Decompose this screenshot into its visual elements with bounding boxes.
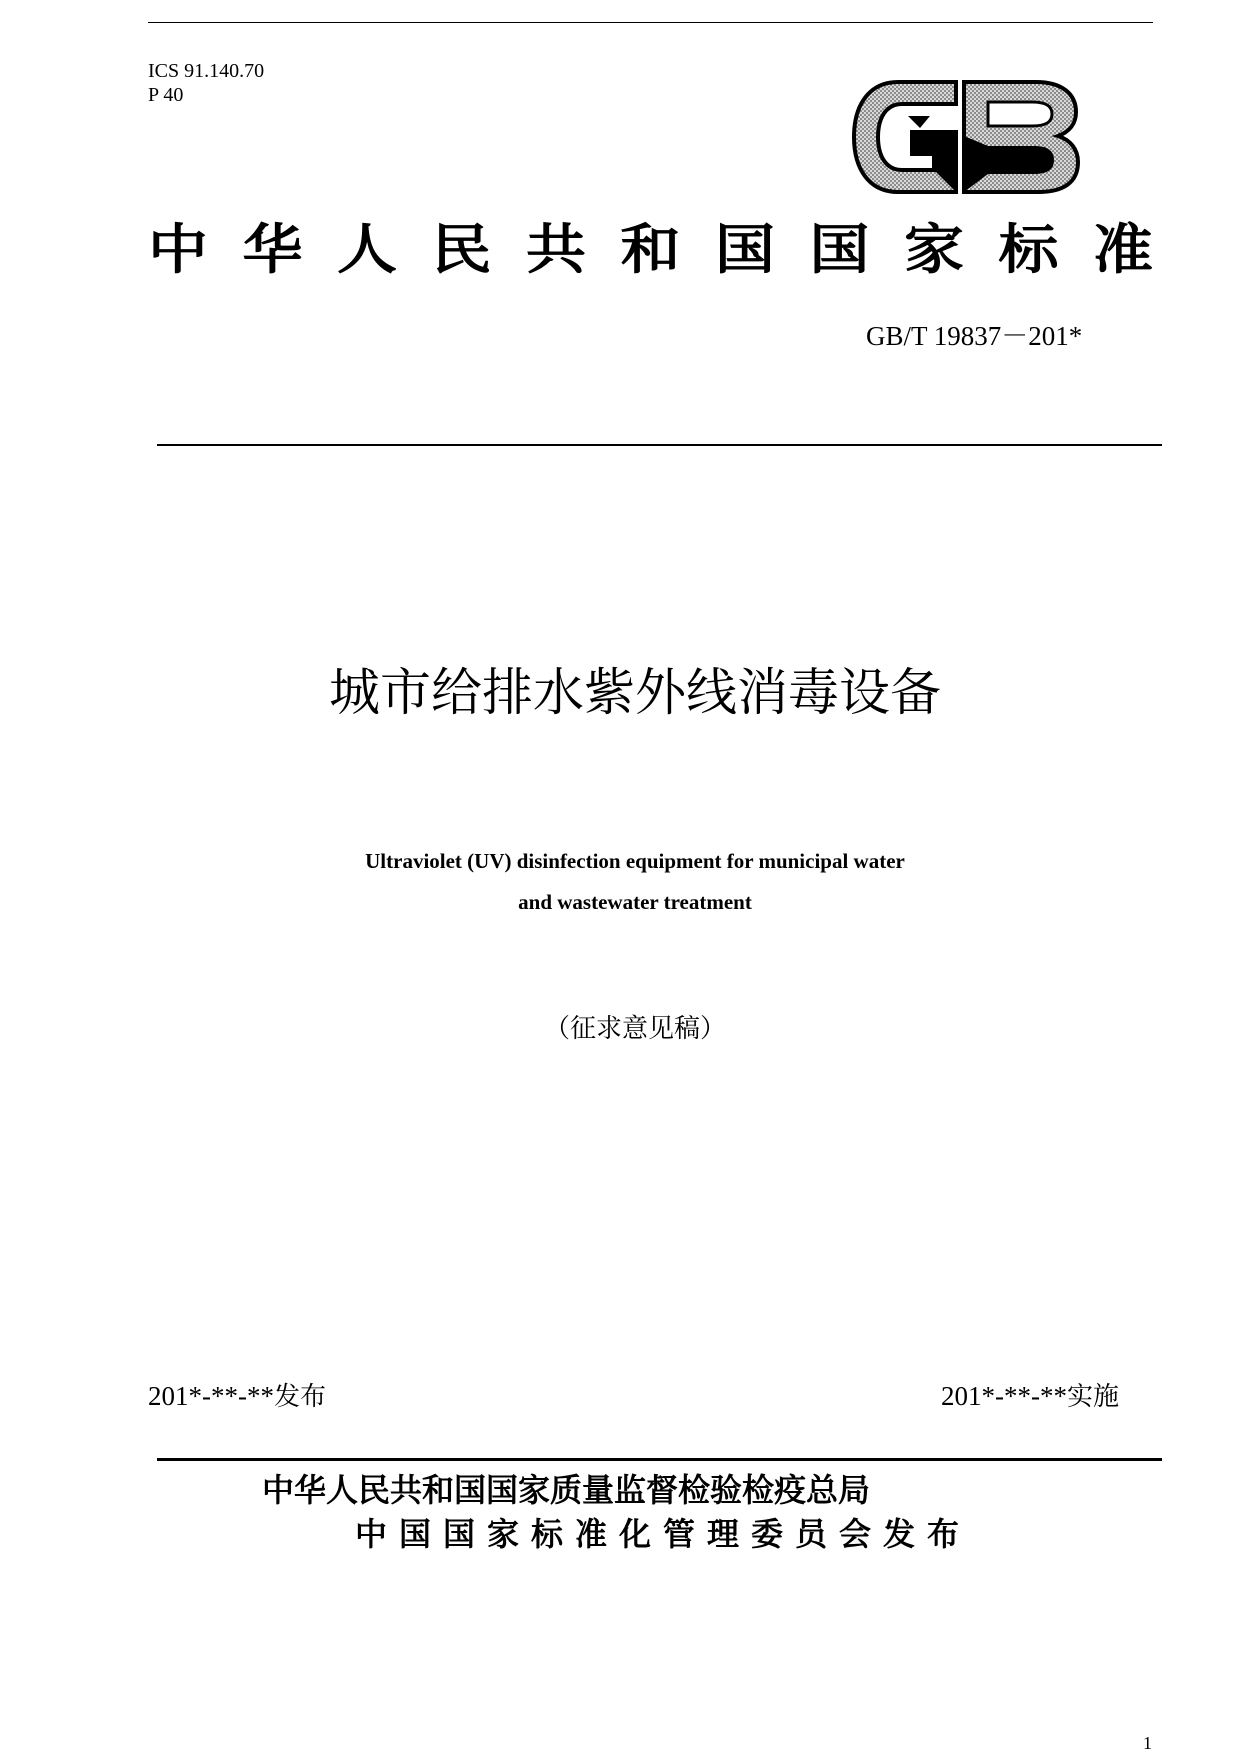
title-char: 家	[904, 218, 964, 282]
title-char: 准	[1093, 218, 1153, 282]
issuer-line-1: 中华人民共和国国家质量监督检验检疫总局	[262, 1471, 871, 1509]
issuer-line-2: 中国国家标准化管理委员会发布	[355, 1515, 972, 1553]
section-rule	[157, 444, 1162, 446]
document-title-en-line2: and wastewater treatment	[518, 890, 752, 914]
title-char: 国	[715, 218, 775, 282]
page-number: 1	[1143, 1733, 1152, 1753]
title-char: 华	[242, 218, 303, 282]
title-char: 人	[337, 218, 397, 282]
title-char: 民	[431, 218, 492, 282]
implement-date-label: 实施	[1066, 1382, 1119, 1412]
gb-logo-icon	[850, 76, 1082, 198]
publish-date-label: 发布	[273, 1382, 326, 1412]
title-char: 中	[148, 218, 208, 282]
title-char: 和	[620, 218, 681, 282]
title-char: 国	[809, 218, 870, 282]
footer-rule	[157, 1458, 1162, 1461]
implement-date	[941, 1378, 1119, 1415]
draft-status: （征求意见稿）	[543, 1014, 726, 1044]
document-title-en-line1: Ultraviolet (UV) disinfection equipment for municipal water	[365, 849, 905, 873]
title-char: 标	[998, 218, 1059, 282]
document-title-cn: 城市给排水紫外线消毒设备	[328, 664, 941, 723]
publish-date-value: 201*-**-**	[148, 1381, 274, 1411]
standard-title	[148, 208, 1153, 292]
classification-code: P 40	[148, 84, 184, 106]
implement-date-value: 201*-**-**	[941, 1381, 1067, 1411]
ics-code: ICS 91.140.70	[148, 60, 265, 82]
standard-number: GB/T 19837－201*	[866, 321, 1083, 351]
publish-date	[148, 1378, 326, 1415]
top-rule	[148, 22, 1153, 23]
title-char: 共	[526, 218, 586, 282]
